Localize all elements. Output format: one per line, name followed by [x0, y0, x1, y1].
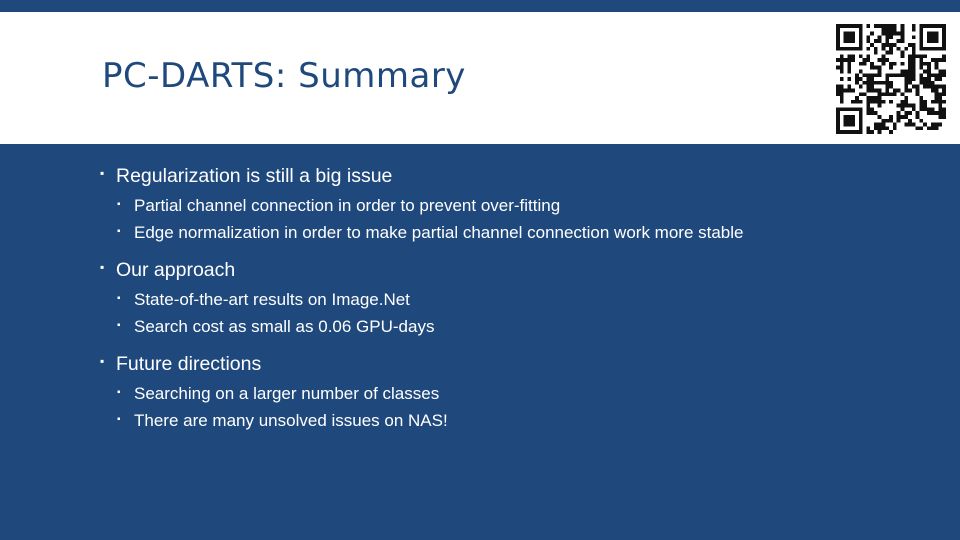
bullet-group [98, 348, 918, 434]
sub-bullet-text: Edge normalization in order to make partial channel connection work more stable [134, 223, 744, 242]
bullet-marker-icon: ▪ [100, 166, 105, 180]
sub-bullet-item [98, 380, 918, 407]
bullet-group [98, 254, 918, 340]
sub-bullet-item [98, 313, 918, 340]
sub-bullet-text: State-of-the-art results on Image.Net [134, 290, 410, 309]
bullet-item [98, 348, 918, 380]
sub-bullet-item [98, 219, 918, 246]
sub-bullet-item [98, 192, 918, 219]
sub-bullet-marker-icon: ▪ [117, 293, 121, 304]
bullet-text: Future directions [116, 353, 262, 375]
bullet-text: Regularization is still a big issue [116, 165, 393, 187]
sub-bullet-item [98, 286, 918, 313]
sub-bullet-marker-icon: ▪ [117, 199, 121, 210]
sub-bullet-item [98, 407, 918, 434]
sub-bullet-text: Search cost as small as 0.06 GPU-days [134, 317, 435, 336]
slide-title: PC-DARTS: Summary [102, 56, 466, 96]
sub-bullet-text: Searching on a larger number of classes [134, 384, 440, 403]
sub-bullet-marker-icon: ▪ [117, 387, 121, 398]
sub-bullet-marker-icon: ▪ [117, 414, 121, 425]
bullet-group [98, 160, 918, 246]
bullet-item [98, 254, 918, 286]
bullet-marker-icon: ▪ [100, 354, 105, 368]
sub-bullet-marker-icon: ▪ [117, 226, 121, 237]
sub-bullet-marker-icon: ▪ [117, 320, 121, 331]
bullet-marker-icon: ▪ [100, 260, 105, 274]
bullet-item [98, 160, 918, 192]
sub-bullet-text: Partial channel connection in order to prevent over-fitting [134, 196, 561, 215]
bullet-list [98, 160, 918, 442]
bullet-text: Our approach [116, 259, 236, 281]
qr-code-icon [836, 24, 946, 134]
sub-bullet-text: There are many unsolved issues on NAS! [134, 411, 448, 430]
